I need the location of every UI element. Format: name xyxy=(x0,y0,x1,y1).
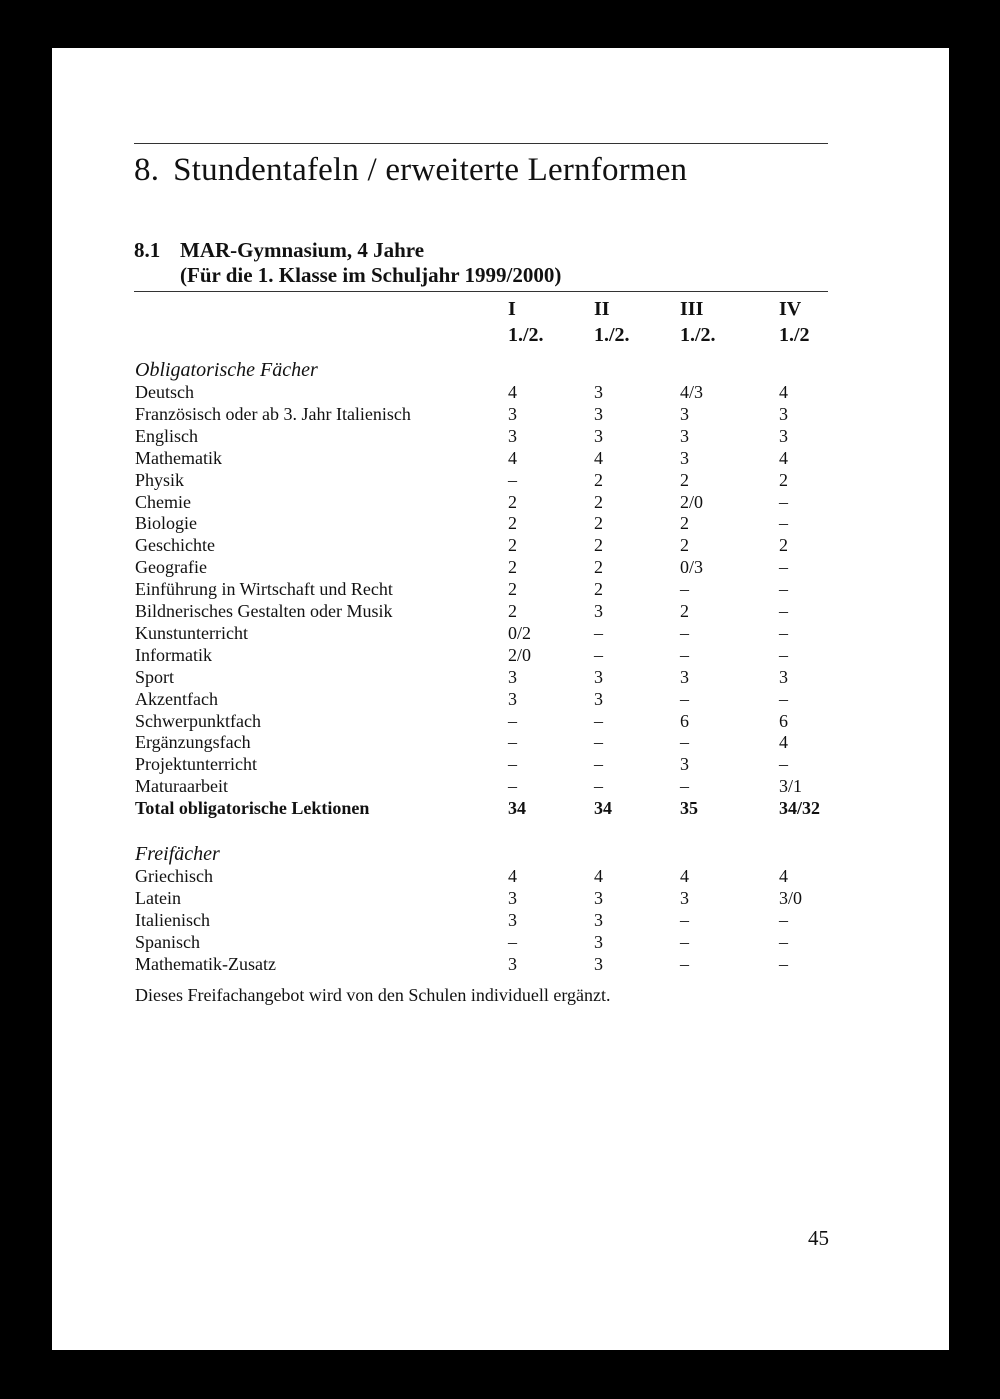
lesson-count-cell: 3 xyxy=(594,382,603,402)
scan-speck xyxy=(48,1052,52,1060)
lesson-count-cell: 3 xyxy=(508,688,517,709)
lesson-count-cell: 3 xyxy=(680,447,689,468)
footnote: Dieses Freifachangebot wird von den Schulen individuell ergänzt. xyxy=(135,985,611,1005)
lesson-count-cell: 2 xyxy=(508,579,517,600)
subject-label: Informatik xyxy=(135,644,212,665)
lesson-count-cell: – xyxy=(779,601,788,621)
lesson-count-cell: – xyxy=(779,513,788,534)
lesson-count-cell: 3 xyxy=(680,403,689,424)
lesson-count-cell: 3 xyxy=(594,909,603,930)
obligatory-subjects-heading: Obligatorische Fächer xyxy=(135,359,318,381)
lesson-count-cell: – xyxy=(594,754,603,775)
lesson-count-cell: – xyxy=(779,953,788,974)
section-subtitle: (Für die 1. Klasse im Schuljahr 1999/2000) xyxy=(180,263,562,287)
subject-label: Einführung in Wirtschaft und Recht xyxy=(135,579,393,600)
lesson-count-cell: 2 xyxy=(594,535,603,556)
column-roman: III xyxy=(680,298,704,320)
subject-label: Spanisch xyxy=(135,931,200,952)
lesson-count-cell: 2 xyxy=(508,513,517,534)
subject-label: Physik xyxy=(135,469,185,490)
lesson-count-cell: 4 xyxy=(594,447,603,468)
lesson-count-cell: 3 xyxy=(508,403,517,424)
lesson-count-cell: 4 xyxy=(508,447,517,468)
column-semester: 1./2 xyxy=(779,324,810,346)
lesson-count-cell: 3 xyxy=(594,931,603,952)
subject-label: Geschichte xyxy=(135,535,215,556)
section-heading xyxy=(134,238,561,288)
lesson-count-cell: 2 xyxy=(508,557,517,578)
lesson-count-cell: 6 xyxy=(680,710,689,731)
subject-label: Chemie xyxy=(135,491,191,512)
chapter-heading xyxy=(134,152,687,189)
lesson-count-cell: 2 xyxy=(779,469,788,490)
total-cell: 35 xyxy=(680,798,698,819)
lesson-count-cell: – xyxy=(680,931,689,952)
lesson-count-cell: 3 xyxy=(779,666,788,687)
lesson-count-cell: 2 xyxy=(594,579,603,600)
subject-label: Italienisch xyxy=(135,909,210,930)
lesson-count-cell: – xyxy=(779,557,788,578)
column-roman: IV xyxy=(779,298,802,320)
scan-speck xyxy=(46,976,52,986)
lesson-count-cell: 3 xyxy=(779,425,788,446)
lesson-count-cell: 2 xyxy=(680,469,689,490)
lesson-count-cell: 3 xyxy=(680,887,689,908)
lesson-count-cell: – xyxy=(779,909,788,930)
lesson-count-cell: – xyxy=(779,931,788,952)
lesson-count-cell: 3 xyxy=(508,953,517,974)
lesson-count-cell: 2 xyxy=(594,469,603,490)
lesson-count-cell: 4 xyxy=(779,732,788,753)
lesson-count-cell: 3 xyxy=(594,887,603,908)
lesson-count-cell: 2 xyxy=(680,601,689,621)
lesson-count-cell: 2 xyxy=(508,535,517,556)
lesson-count-cell: 3 xyxy=(779,403,788,424)
subject-label: Sport xyxy=(135,666,175,687)
lesson-count-cell: – xyxy=(680,953,689,974)
lesson-count-cell: 2 xyxy=(594,557,603,578)
section-number: 8.1 xyxy=(134,238,161,262)
subject-label: Biologie xyxy=(135,513,197,534)
section-rule xyxy=(134,291,828,292)
lesson-count-cell: 0/3 xyxy=(680,557,704,578)
lesson-count-cell: – xyxy=(779,688,788,709)
lesson-count-cell: 2/0 xyxy=(508,644,532,665)
subject-label: Kunstunterricht xyxy=(135,622,248,643)
lesson-count-cell: – xyxy=(508,931,517,952)
column-header-2 xyxy=(594,296,630,348)
lesson-count-cell: 3 xyxy=(680,666,689,687)
subject-label: Griechisch xyxy=(135,866,213,886)
column-header-1 xyxy=(508,296,544,348)
lesson-count-cell: – xyxy=(594,622,603,643)
document-page xyxy=(52,48,949,1350)
lesson-count-cell: 3 xyxy=(594,425,603,446)
lesson-count-cell: – xyxy=(779,644,788,665)
lesson-count-cell: – xyxy=(680,732,689,753)
lesson-count-cell: 2 xyxy=(508,601,517,621)
lesson-count-cell: 2 xyxy=(508,491,517,512)
lesson-count-cell: 2 xyxy=(680,535,689,556)
lesson-count-cell: 3 xyxy=(594,688,603,709)
lesson-count-cell: 2 xyxy=(779,535,788,556)
lesson-count-cell: – xyxy=(779,491,788,512)
subject-label: Akzentfach xyxy=(135,688,218,709)
lesson-count-cell: 4 xyxy=(680,866,689,886)
column-semester: 1./2. xyxy=(508,324,544,346)
section-title: MAR-Gymnasium, 4 Jahre xyxy=(180,238,425,262)
subject-label: Projektunterricht xyxy=(135,754,257,775)
page-number: 45 xyxy=(808,1226,829,1250)
lesson-count-cell: 3 xyxy=(594,601,603,621)
lesson-count-cell: – xyxy=(680,909,689,930)
lesson-count-cell: – xyxy=(779,579,788,600)
subject-label: Schwerpunktfach xyxy=(135,710,261,731)
subject-label: Bildnerisches Gestalten oder Musik xyxy=(135,601,393,621)
lesson-count-cell: – xyxy=(680,622,689,643)
chapter-number: 8. xyxy=(134,152,160,188)
subject-label: Ergänzungsfach xyxy=(135,732,251,753)
lesson-count-cell: – xyxy=(508,710,517,731)
lesson-count-cell: 3 xyxy=(594,666,603,687)
lesson-count-cell: – xyxy=(508,469,517,490)
column-semester: 1./2. xyxy=(680,324,716,346)
lesson-count-cell: 0/2 xyxy=(508,622,532,643)
subject-label: Englisch xyxy=(135,425,198,446)
subject-label: Geografie xyxy=(135,557,207,578)
lesson-count-cell: 3 xyxy=(594,403,603,424)
lesson-count-cell: 3 xyxy=(680,754,689,775)
lesson-count-cell: – xyxy=(508,754,517,775)
lesson-count-cell: – xyxy=(508,776,517,797)
total-label: Total obligatorische Lektionen xyxy=(135,798,370,819)
subject-label: Französisch oder ab 3. Jahr Italienisch xyxy=(135,403,411,424)
subject-label: Latein xyxy=(135,887,181,908)
subject-label: Mathematik-Zusatz xyxy=(135,953,276,974)
lesson-count-cell: 3 xyxy=(508,909,517,930)
lesson-count-cell: 3/1 xyxy=(779,776,803,797)
lesson-count-cell: – xyxy=(508,732,517,753)
total-cell: 34 xyxy=(594,798,612,819)
column-header-3 xyxy=(680,296,716,348)
lesson-count-cell: 4 xyxy=(779,866,788,886)
subject-label: Mathematik xyxy=(135,447,222,468)
lesson-count-cell: 4/3 xyxy=(680,382,704,402)
lesson-count-cell: 4 xyxy=(779,447,788,468)
lesson-count-cell: 3/0 xyxy=(779,887,803,908)
lesson-count-cell: – xyxy=(779,754,788,775)
total-cell: 34 xyxy=(508,798,526,819)
lesson-count-cell: 3 xyxy=(508,666,517,687)
lesson-count-cell: – xyxy=(680,644,689,665)
lesson-count-cell: – xyxy=(594,776,603,797)
lesson-count-cell: 2 xyxy=(594,513,603,534)
lesson-count-cell: – xyxy=(594,644,603,665)
lesson-count-cell: 3 xyxy=(594,953,603,974)
lesson-count-cell: 4 xyxy=(779,382,788,402)
lesson-count-cell: 4 xyxy=(594,866,603,886)
lesson-count-cell: 4 xyxy=(508,866,517,886)
lesson-count-cell: – xyxy=(594,710,603,731)
lesson-count-cell: 3 xyxy=(680,425,689,446)
column-roman: I xyxy=(508,298,516,320)
lesson-count-cell: 3 xyxy=(508,425,517,446)
lesson-count-cell: 3 xyxy=(508,887,517,908)
lesson-count-cell: – xyxy=(680,579,689,600)
lesson-count-cell: 2 xyxy=(680,513,689,534)
lesson-count-cell: – xyxy=(779,622,788,643)
lesson-count-cell: – xyxy=(680,688,689,709)
chapter-title: Stundentafeln / erweiterte Lernformen xyxy=(173,152,688,188)
lesson-count-cell: 2 xyxy=(594,491,603,512)
total-cell: 34/32 xyxy=(779,798,821,819)
chapter-top-rule xyxy=(134,143,828,144)
lesson-count-cell: 4 xyxy=(508,382,517,402)
column-semester: 1./2. xyxy=(594,324,630,346)
lesson-count-cell: 6 xyxy=(779,710,788,731)
elective-subjects-heading: Freifächer xyxy=(135,843,220,865)
column-header-4 xyxy=(779,296,810,348)
subject-label: Deutsch xyxy=(135,382,194,402)
column-roman: II xyxy=(594,298,610,320)
lesson-count-cell: – xyxy=(594,732,603,753)
subject-label: Maturaarbeit xyxy=(135,776,228,797)
lesson-count-cell: 2/0 xyxy=(680,491,704,512)
lesson-count-cell: – xyxy=(680,776,689,797)
